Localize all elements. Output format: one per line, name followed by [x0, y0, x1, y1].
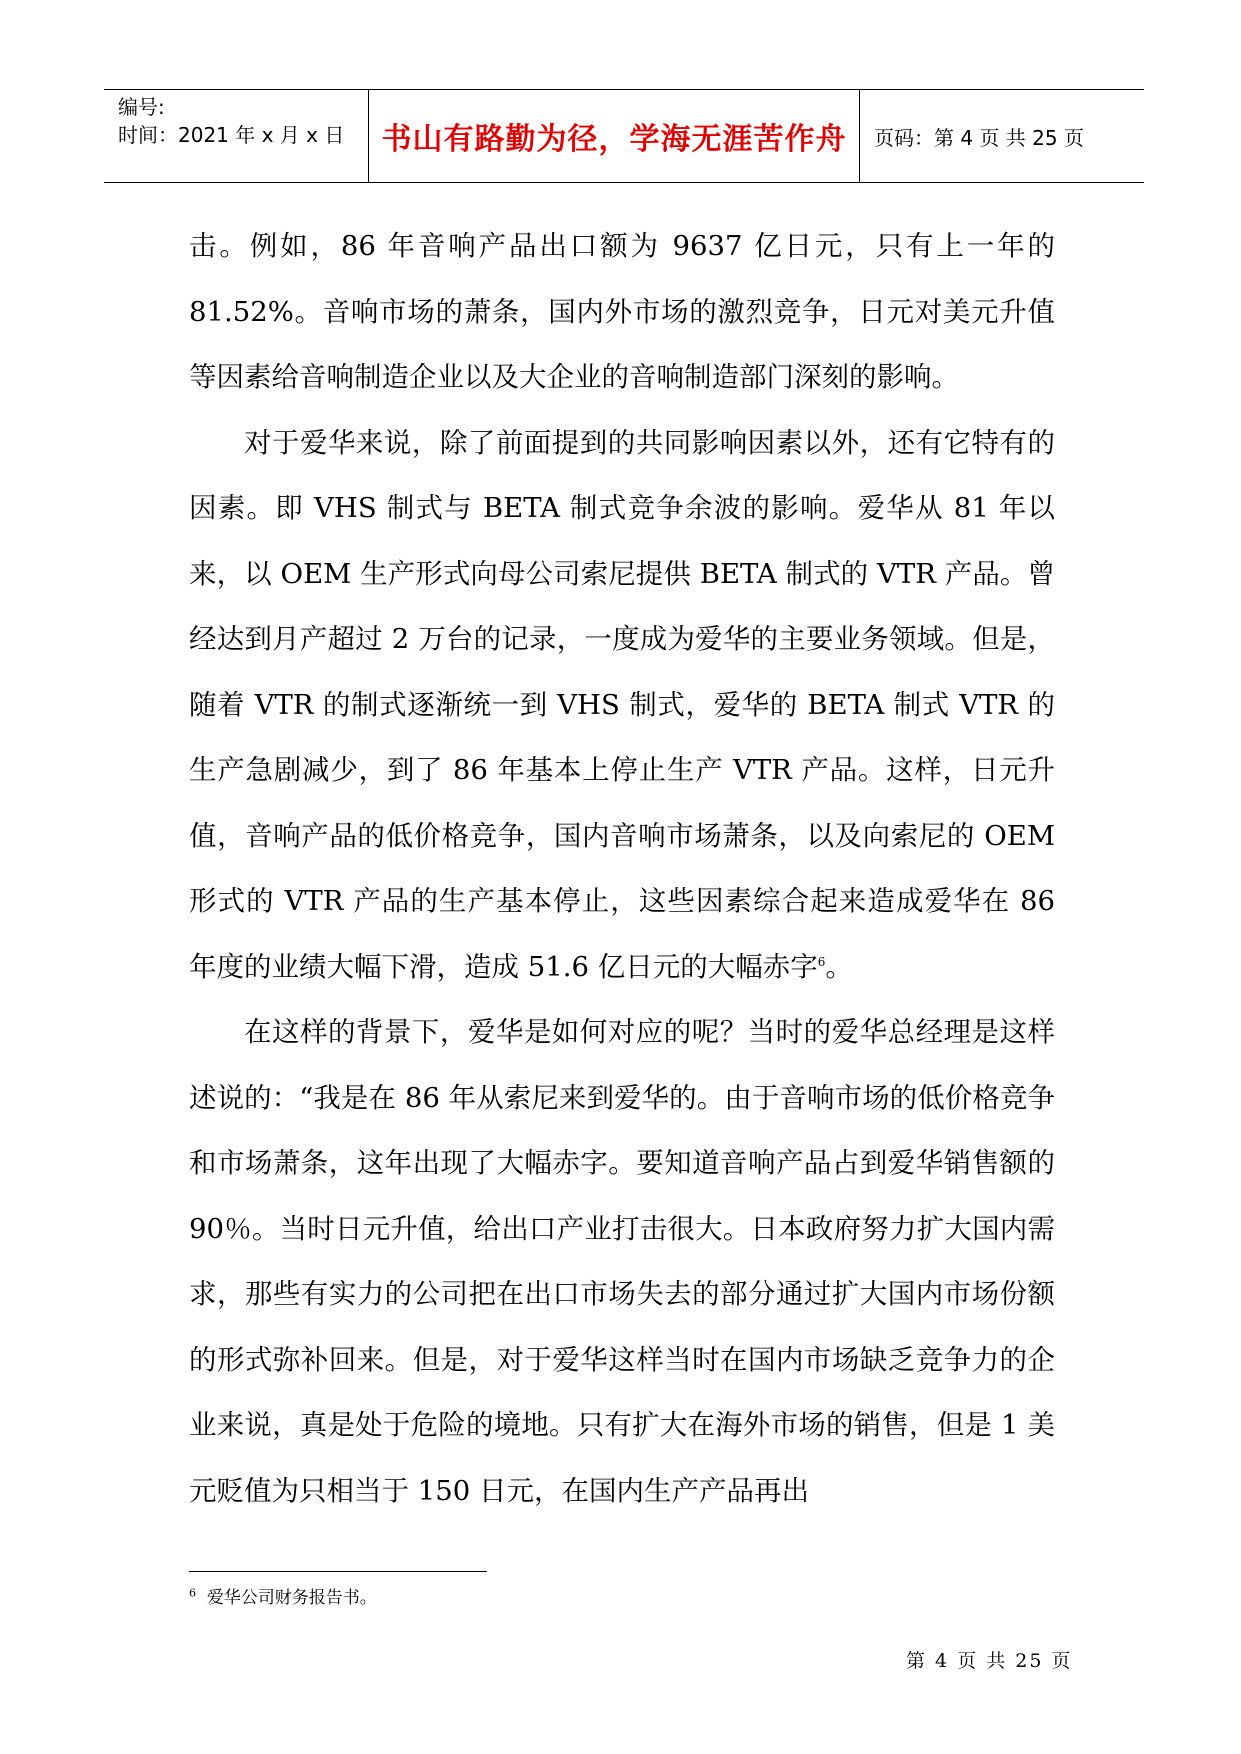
footnote-mark: 6 [189, 1586, 196, 1600]
page-footer: 第 4 页 共 25 页 [906, 1650, 1073, 1672]
header-motto-cell [368, 90, 860, 182]
header-motto: 书山有路勤为径，学海无涯苦作舟 [381, 122, 847, 157]
paragraph-3: 在这样的背景下，爱华是如何对应的呢？当时的爱华总经理是这样述说的：“我是在 86 年从索尼来到爱华的。由于音响市场的低价格竞争和市场萧条，这年出现了大幅赤字。要知道音响产品占到爱华销售额的 90％。当时日元升值，给出口产业打击很大。日本政府努力扩大国内需求，那些有实力的公司把在出口市场失去的部分通过扩大国内市场份额的形式弥补回来。但是，对于爱华这样当时在国内市场缺乏竞争力的企业来说，真是处于危险的境地。只有扩大在海外市场的销售，但是 1 美元贬值为只相当于 150 日元，在国内生产产品再出 [189, 1016, 1055, 1507]
serial-number-label: 编号: [118, 95, 165, 119]
header-page-number: 页码：第 4 页 共 25 页 [874, 125, 1084, 150]
body-text [189, 214, 1055, 1524]
footnote-reference[interactable]: 6 [817, 954, 826, 969]
footnote [189, 1586, 377, 1610]
paragraph-1: 击。例如，86 年音响产品出口额为 9637 亿日元，只有上一年的 81.52%。音响市场的萧条，国内外市场的激烈竞争，日元对美元升值等因素给音响制造企业以及大企业的音响制造部门深刻的影响。 [189, 230, 1055, 393]
page-header [104, 89, 1144, 183]
footnote-text: 爱华公司财务报告书。 [206, 1588, 377, 1608]
paragraph-2-end: 。 [825, 950, 853, 983]
paragraph-2 [189, 411, 1055, 1001]
paragraph-2-text: 对于爱华来说，除了前面提到的共同影响因素以外，还有它特有的因素。即 VHS 制式与 BETA 制式竞争余波的影响。爱华从 81 年以来，以 OEM 生产形式向母公司索尼提供 BETA 制式的 VTR 产品。曾经达到月产超过 2 万台的记录，一度成为爱华的主要业务领域。但是，随着 VTR 的制式逐渐统一到 VHS 制式，爱华的 BETA 制式 VTR 的生产急剧减少，到了 86 年基本上停止生产 VTR 产品。这样，日元升值，音响产品的低价格竞争，国内音响市场萧条，以及向索尼的 OEM 形式的 VTR 产品的生产基本停止，这些因素综合起来造成爱华在 86 年度的业绩大幅下滑，造成 51.6 亿日元的大幅赤字 [189, 426, 1055, 983]
footnote-divider [189, 1571, 487, 1572]
time-label: 时间：2021 年 x 月 x 日 [118, 123, 345, 147]
header-page-cell [860, 90, 1144, 182]
header-meta [104, 90, 368, 182]
